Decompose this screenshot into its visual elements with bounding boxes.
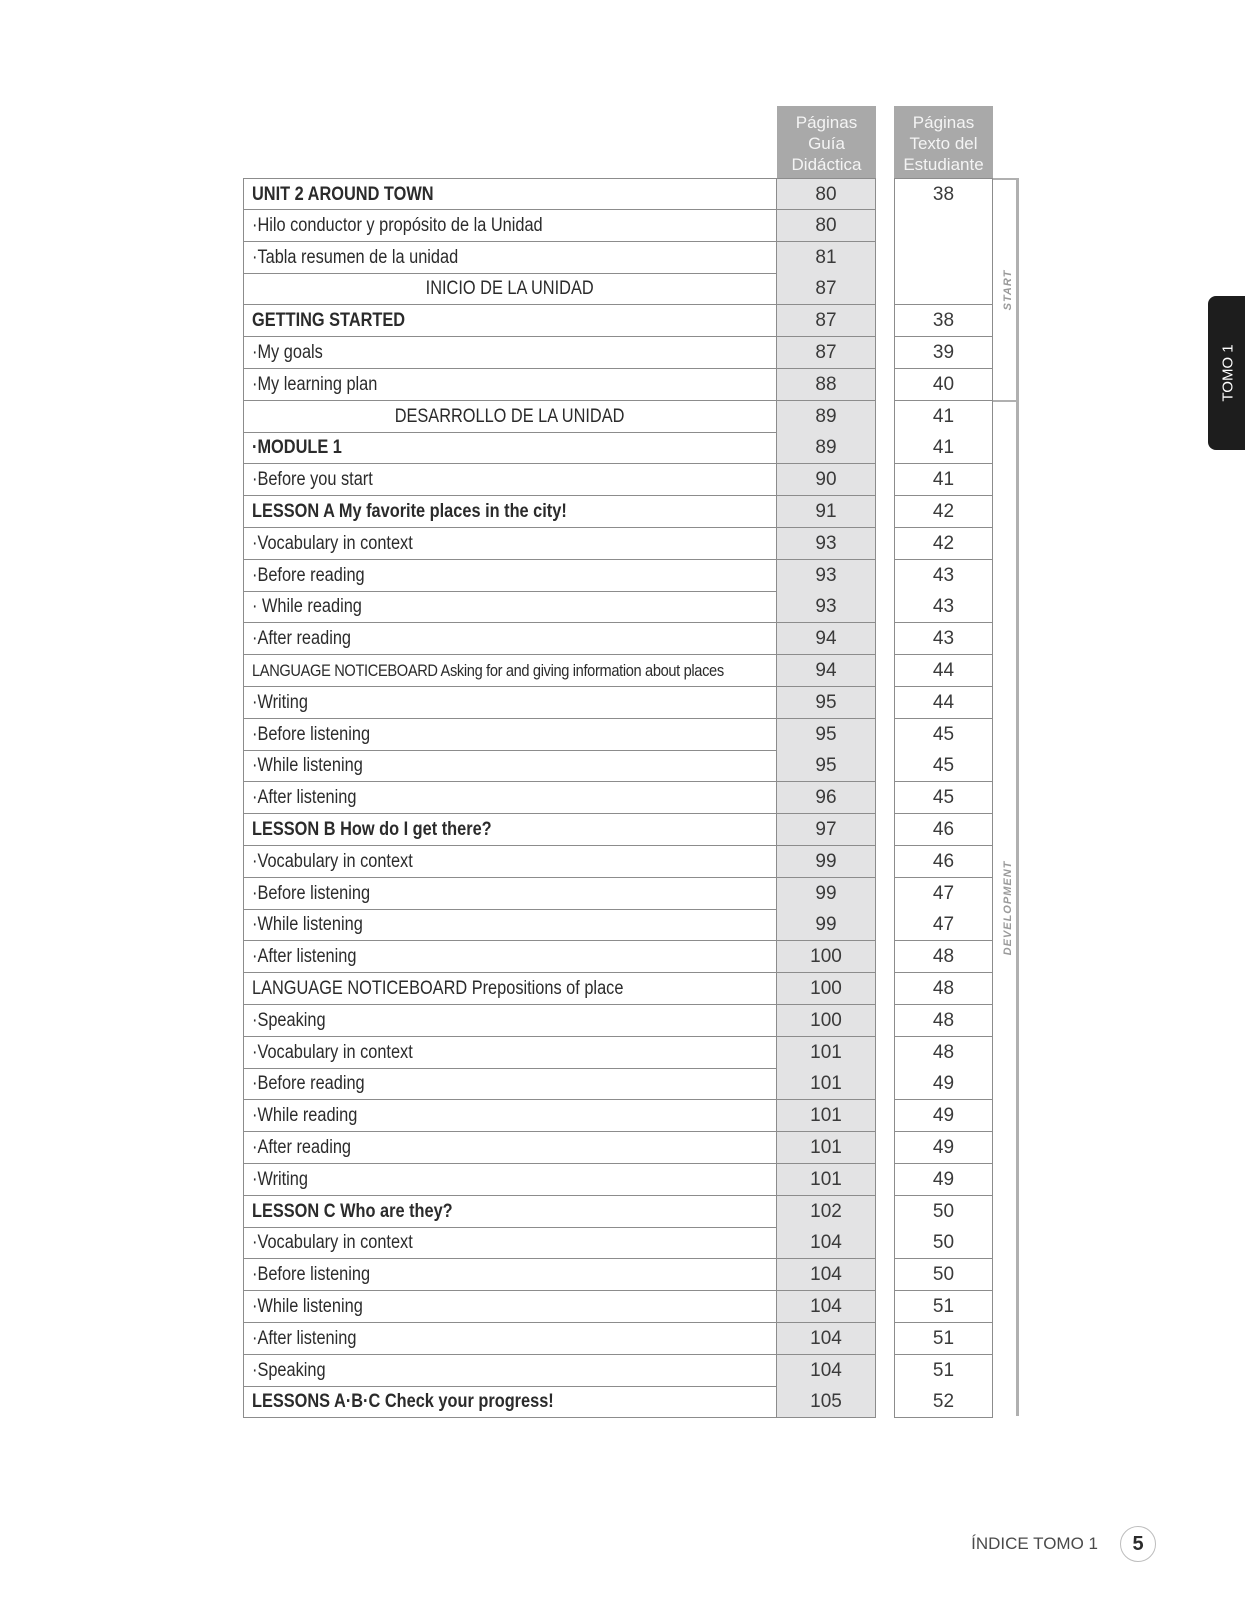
guia-page-cell: 95: [777, 750, 876, 782]
texto-page-cell: 48: [894, 973, 993, 1005]
guia-page-cell: 97: [777, 814, 876, 846]
guia-page-cell: 89: [777, 401, 876, 433]
texto-page-cell: 48: [894, 1005, 993, 1037]
section-label-development: DEVELOPMENT: [1002, 860, 1014, 956]
guia-page-cell: 80: [777, 210, 876, 242]
texto-page-cell: 39: [894, 337, 993, 369]
guia-page-cell: 104: [777, 1355, 876, 1387]
row-label-text: LESSON B How do I get there?: [252, 819, 492, 840]
section-label-start: START: [1002, 269, 1014, 311]
texto-page-cell: 51: [894, 1291, 993, 1323]
texto-page-cell: 49: [894, 1164, 993, 1196]
row-label-text: ·While listening: [252, 914, 363, 936]
row-label: [243, 305, 777, 337]
guia-page-cell: 80: [777, 178, 876, 210]
row-label: [243, 1196, 777, 1228]
guia-page-cell: 100: [777, 941, 876, 973]
row-label-text: ·After listening: [252, 787, 357, 809]
column-header-guia: [777, 106, 876, 178]
row-label: [243, 1323, 777, 1355]
texto-page-cell: 41: [894, 432, 993, 464]
row-label: [243, 1386, 777, 1418]
row-label-text: ·After listening: [252, 946, 357, 968]
row-label: [243, 1037, 777, 1069]
row-label-text: ·While reading: [252, 1105, 358, 1127]
row-label: [243, 496, 777, 528]
texto-page-cell: [894, 273, 993, 305]
texto-page-cell: 47: [894, 909, 993, 941]
row-label: [243, 1005, 777, 1037]
guia-page-cell: 105: [777, 1386, 876, 1418]
texto-page-cell: 46: [894, 846, 993, 878]
guia-page-cell: 94: [777, 623, 876, 655]
page-number: 5: [1120, 1526, 1156, 1562]
row-label-text: LESSONS A·B·C Check your progress!: [252, 1391, 554, 1413]
texto-page-cell: 46: [894, 814, 993, 846]
row-label-text: ·Vocabulary in context: [252, 1041, 413, 1063]
texto-page-cell: 38: [894, 305, 993, 337]
guia-page-cell: 104: [777, 1259, 876, 1291]
row-label-text: ·MODULE 1: [252, 437, 342, 459]
row-label-text: ·Speaking: [252, 1009, 326, 1031]
texto-page-cell: 49: [894, 1068, 993, 1100]
row-label: [243, 719, 777, 751]
row-label-text: ·Before listening: [252, 723, 371, 745]
row-label: [243, 1132, 777, 1164]
guia-page-cell: 96: [777, 782, 876, 814]
texto-page-cell: 42: [894, 528, 993, 560]
column-header-texto: [894, 106, 993, 178]
guia-page-cell: 93: [777, 528, 876, 560]
row-label-text: ·While listening: [252, 755, 363, 777]
row-label: [243, 401, 777, 433]
guia-page-cell: 104: [777, 1323, 876, 1355]
guia-page-cell: 95: [777, 719, 876, 751]
guia-page-cell: 100: [777, 973, 876, 1005]
guia-page-cell: 99: [777, 909, 876, 941]
row-label: [243, 846, 777, 878]
row-label: [243, 337, 777, 369]
row-label-text: ·Tabla resumen de la unidad: [252, 246, 459, 268]
row-label-text: ·After reading: [252, 1137, 352, 1158]
row-label: [243, 750, 777, 782]
guia-page-cell: 101: [777, 1100, 876, 1132]
texto-page-cell: 40: [894, 369, 993, 401]
texto-page-cell: 43: [894, 591, 993, 623]
guia-page-cell: 101: [777, 1068, 876, 1100]
row-label: [243, 591, 777, 623]
row-label-text: ·Hilo conductor y propósito de la Unidad: [252, 214, 543, 236]
column-header-guia-line: Didáctica: [791, 154, 862, 174]
volume-tab: [1208, 296, 1245, 450]
row-label-text: LESSON A My favorite places in the city!: [252, 501, 567, 522]
row-label: [243, 1291, 777, 1323]
guia-page-cell: 87: [777, 305, 876, 337]
guia-page-cell: 101: [777, 1164, 876, 1196]
row-label: [243, 369, 777, 401]
row-label: [243, 210, 777, 242]
texto-page-cell: 41: [894, 401, 993, 433]
row-label-text: UNIT 2 AROUND TOWN: [252, 184, 434, 205]
column-header-texto-line: Páginas: [912, 112, 975, 132]
texto-page-cell: [894, 210, 993, 242]
texto-page-cell: 45: [894, 782, 993, 814]
guia-page-cell: 90: [777, 464, 876, 496]
column-header-texto-line: Texto del: [909, 133, 978, 153]
row-label: [243, 782, 777, 814]
row-label-text: DESARROLLO DE LA UNIDAD: [395, 405, 625, 427]
guia-page-cell: 95: [777, 687, 876, 719]
guia-page-cell: 104: [777, 1227, 876, 1259]
row-label: [243, 1227, 777, 1259]
row-label-text: ·My goals: [252, 342, 323, 363]
guia-page-cell: 93: [777, 560, 876, 592]
row-label-text: · While reading: [252, 596, 362, 618]
row-label-text: LESSON C Who are they?: [252, 1200, 453, 1222]
row-label: [243, 560, 777, 592]
row-label-text: ·Writing: [252, 691, 308, 713]
texto-page-cell: 44: [894, 655, 993, 687]
row-label-text: ·Before listening: [252, 882, 371, 904]
texto-page-cell: 50: [894, 1227, 993, 1259]
row-label: [243, 814, 777, 846]
row-label: [243, 878, 777, 910]
guia-page-cell: 99: [777, 846, 876, 878]
texto-page-cell: 43: [894, 623, 993, 655]
row-label-text: ·Before reading: [252, 564, 365, 586]
texto-page-cell: 52: [894, 1386, 993, 1418]
texto-page-cell: 51: [894, 1323, 993, 1355]
guia-page-cell: 93: [777, 591, 876, 623]
row-label: [243, 464, 777, 496]
column-header-guia-line: Páginas: [795, 112, 858, 132]
row-label: [243, 655, 777, 687]
row-label-text: ·Vocabulary in context: [252, 1232, 413, 1254]
row-label: [243, 1259, 777, 1291]
row-label: [243, 941, 777, 973]
row-label-text: ·My learning plan: [252, 373, 378, 395]
texto-page-cell: 51: [894, 1355, 993, 1387]
row-label-text: ·Before reading: [252, 1073, 365, 1095]
texto-page-cell: 38: [894, 178, 993, 210]
texto-page-cell: 45: [894, 719, 993, 751]
row-label: [243, 528, 777, 560]
row-label: [243, 273, 777, 305]
guia-page-cell: 89: [777, 432, 876, 464]
texto-page-cell: 50: [894, 1259, 993, 1291]
guia-page-cell: 101: [777, 1037, 876, 1069]
row-label-text: ·Before listening: [252, 1264, 371, 1286]
row-label: [243, 432, 777, 464]
row-label-text: GETTING STARTED: [252, 310, 406, 332]
row-label-text: LANGUAGE NOTICEBOARD Asking for and giving information about places: [252, 661, 724, 680]
row-label-text: INICIO DE LA UNIDAD: [426, 278, 594, 300]
row-label: [243, 973, 777, 1005]
row-label-text: ·Vocabulary in context: [252, 532, 413, 554]
texto-page-cell: 42: [894, 496, 993, 528]
row-label: [243, 1355, 777, 1387]
footer-title: ÍNDICE TOMO 1: [971, 1534, 1098, 1553]
row-label: [243, 242, 777, 274]
guia-page-cell: 91: [777, 496, 876, 528]
guia-page-cell: 99: [777, 878, 876, 910]
row-label-text: ·Speaking: [252, 1359, 326, 1381]
row-label-text: LANGUAGE NOTICEBOARD Prepositions of place: [252, 978, 624, 999]
texto-page-cell: [894, 242, 993, 274]
column-header-texto-line: Estudiante: [903, 154, 984, 174]
texto-page-cell: 49: [894, 1132, 993, 1164]
texto-page-cell: 47: [894, 878, 993, 910]
row-label: [243, 1100, 777, 1132]
row-label: [243, 178, 777, 210]
guia-page-cell: 104: [777, 1291, 876, 1323]
guia-page-cell: 87: [777, 273, 876, 305]
guia-page-cell: 102: [777, 1196, 876, 1228]
guia-page-cell: 94: [777, 655, 876, 687]
row-label-text: ·While listening: [252, 1296, 363, 1317]
column-header-guia-line: Guía: [808, 133, 845, 153]
row-label-text: ·After reading: [252, 628, 352, 650]
row-label-text: ·Before you start: [252, 469, 373, 491]
texto-page-cell: 41: [894, 464, 993, 496]
texto-page-cell: 50: [894, 1196, 993, 1228]
row-label-text: ·Writing: [252, 1168, 308, 1190]
texto-page-cell: 44: [894, 687, 993, 719]
row-label: [243, 687, 777, 719]
volume-tab-label: TOMO 1: [1219, 344, 1237, 402]
texto-page-cell: 49: [894, 1100, 993, 1132]
row-label: [243, 623, 777, 655]
row-label: [243, 909, 777, 941]
guia-page-cell: 101: [777, 1132, 876, 1164]
row-label-text: ·Vocabulary in context: [252, 850, 413, 872]
texto-page-cell: 45: [894, 750, 993, 782]
guia-page-cell: 88: [777, 369, 876, 401]
texto-page-cell: 48: [894, 941, 993, 973]
row-label-text: ·After listening: [252, 1327, 357, 1349]
row-label: [243, 1068, 777, 1100]
texto-page-cell: 48: [894, 1037, 993, 1069]
texto-page-cell: 43: [894, 560, 993, 592]
row-label: [243, 1164, 777, 1196]
guia-page-cell: 87: [777, 337, 876, 369]
guia-page-cell: 100: [777, 1005, 876, 1037]
guia-page-cell: 81: [777, 242, 876, 274]
